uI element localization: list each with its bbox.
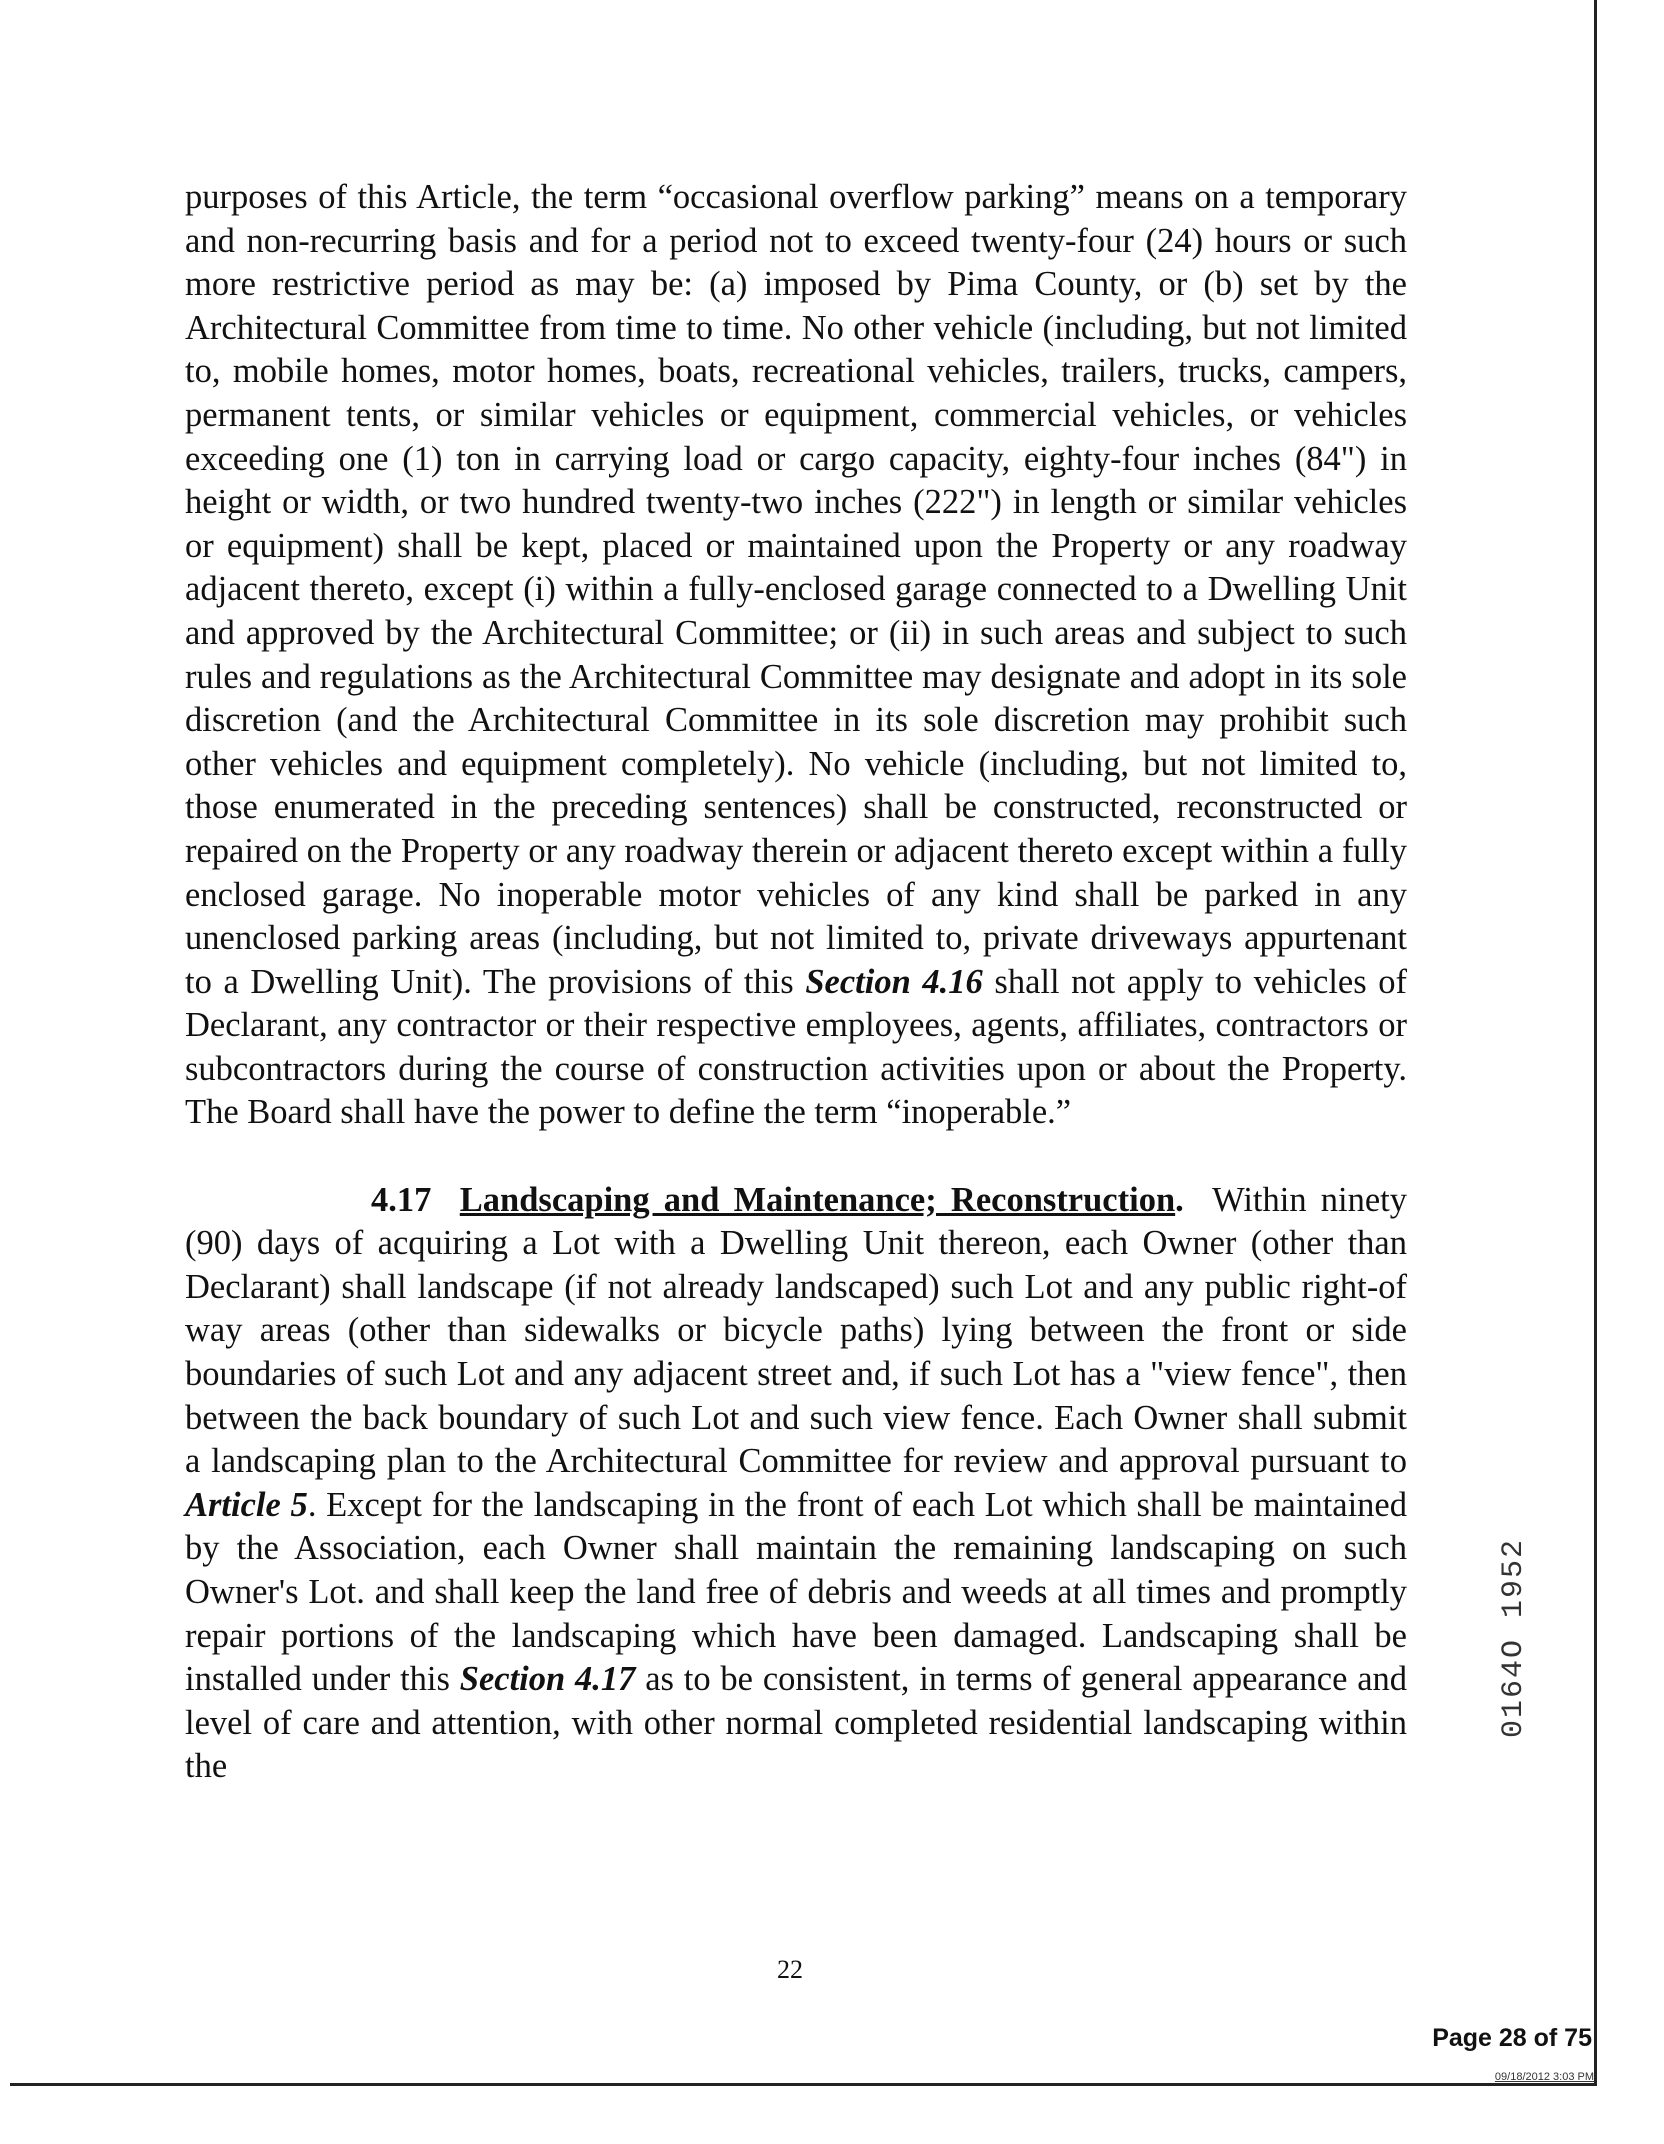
- print-timestamp: 09/18/2012 3:03 PM: [1494, 2071, 1594, 2083]
- section-reference: Section 4.16: [805, 962, 983, 1001]
- paragraph-text: as to be consistent, in terms of general appearance and level of care and attention, with other normal completed residential landscaping within the: [185, 1660, 1408, 1786]
- section-number: 4.17: [371, 1180, 432, 1219]
- section-reference: Section 4.17: [459, 1660, 636, 1699]
- paragraph-text: shall not apply to vehicles of Declarant, any contractor or their respective employees, agents, affiliates, contractors or subcontractors during the course of construction activities upon or about the Property. The Board shall have the power to define the term “inoperable.”: [185, 962, 1408, 1132]
- article-reference: Article 5: [185, 1485, 308, 1524]
- continued-paragraph: [185, 176, 1407, 1135]
- section-title-period: .: [1175, 1180, 1184, 1219]
- document-body: [185, 176, 1407, 1789]
- recording-number-text: 0164O 1952: [1497, 1537, 1531, 1739]
- paragraph-text: purposes of this Article, the term “occasional overflow parking” means on a temporary and non-recurring basis and for a period not to exceed twenty-four (24) hours or such more restrictive period as may be: (a) imposed by Pima County, or (b) set by the Architectural Committee from time to time. No other vehicle (including, but not limited to, mobile homes, motor homes, boats, recreational vehicles, trailers, trucks, campers, permanent tents, or similar vehicles or equipment, commercial vehicles, or vehicles exceeding one (1) ton in carrying load or cargo capacity, eighty-four inches (84") in height or width, or two hundred twenty-two inches (222") in length or similar vehicles or equipment) shall be kept, placed or maintained upon the Property or any roadway adjacent thereto, except (i) within a fully-enclosed garage connected to a Dwelling Unit and approved by the Architectural Committee; or (ii) in such areas and subject to such rules and regulations as the Architectural Committee may designate and adopt in its sole discretion (and the Architectural Committee in its sole discretion may prohibit such other vehicles and equipment completely). No vehicle (including, but not limited to, those enumerated in the preceding sentences) shall be constructed, reconstructed or repaired on the Property or any roadway therein or adjacent thereto except within a fully enclosed garage. No inoperable motor vehicles of any kind shall be parked in any unenclosed parking areas (including, but not limited to, private driveways appurtenant to a Dwelling Unit). The provisions of this: [185, 178, 1407, 1001]
- page-number: 22: [777, 1955, 803, 1984]
- section-4-17-paragraph: [185, 1179, 1407, 1789]
- bottom-margin-rule: [10, 2083, 1597, 2086]
- page-count-stamp: Page 28 of 75: [1432, 2024, 1592, 2052]
- paragraph-text: Within ninety (90) days of acquiring a Lot with a Dwelling Unit thereon, each Owner (other than Declarant) shall landscape (if not already landscaped) such Lot and any public right-of way areas (other than sidewalks or bicycle paths) lying between the front or side boundaries of such Lot and any adjacent street and, if such Lot has a "view fence", then between the back boundary of such Lot and such view fence. Each Owner shall submit a landscaping plan to the Architectural Committee for review and approval pursuant to: [185, 1180, 1408, 1481]
- paragraph-text: . Except for the landscaping in the front of each Lot which shall be maintained by the Association, each Owner shall maintain the remaining landscaping on such Owner's Lot. and shall keep the land free of debris and weeds at all times and promptly repair portions of the landscaping which have been damaged. Landscaping shall be installed under this: [185, 1485, 1407, 1699]
- recording-number-stamp: [1496, 1508, 1532, 1768]
- right-margin-rule: [1594, 0, 1597, 2085]
- section-title: Landscaping and Maintenance; Reconstruction: [459, 1180, 1176, 1219]
